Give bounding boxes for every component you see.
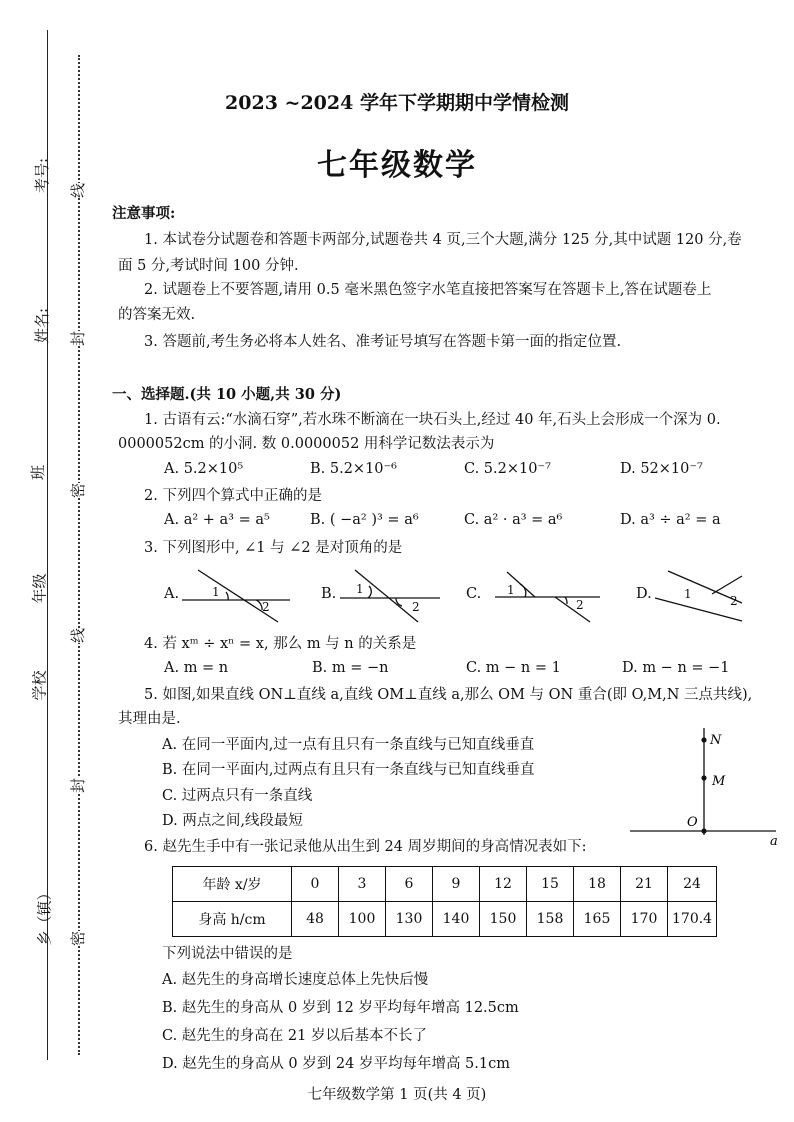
fig-c-arc2 [565,597,567,604]
q3-option-d-letter: D. [636,586,652,602]
table-cell: 0 [292,867,339,902]
q5-option-d: D. 两点之间,线段最短 [162,813,303,829]
table-cell: 130 [386,902,433,937]
fig-b-label-2: 2 [412,600,420,614]
q4-option-c: C. m − n = 1 [466,660,561,676]
township-label: 乡（镇） [35,885,54,946]
fig-c-ray2 [555,597,590,622]
q6-sub-stem: 下列说法中错误的是 [162,946,293,962]
label-M: M [712,774,726,789]
q4-option-b: B. m = −n [312,660,389,676]
q6-option-b: B. 赵先生的身高从 0 岁到 12 岁平均每年增高 12.5cm [162,1000,519,1016]
fig-c-arc1 [520,584,526,597]
q4-option-a: A. m = n [164,660,229,676]
seal-mark-xian-1: 线 [69,182,88,199]
exam-title: 七年级数学 [317,148,477,183]
notice-heading: 注意事项: [112,205,176,222]
table-header-height: 身高 h/cm [173,902,292,937]
fig-a-label-1: 1 [212,585,220,599]
q2-option-c: C. a² · a³ = a⁶ [464,512,563,528]
exam-number-label: 考号: [33,157,52,194]
label-N: N [710,733,722,748]
q2-option-d: D. a³ ÷ a² = a [620,512,721,528]
table-row-height [173,902,717,937]
table-cell: 170 [621,902,668,937]
q1-option-a: A. 5.2×10⁵ [164,461,244,477]
point-O [701,828,706,833]
table-cell: 48 [292,902,339,937]
q3-option-c-letter: C. [466,586,482,602]
q6-option-a: A. 赵先生的身高增长速度总体上先快后慢 [162,972,429,988]
q5-option-a: A. 在同一平面内,过一点有且只有一条直线与已知直线垂直 [162,737,535,753]
table-cell: 9 [433,867,480,902]
table-cell: 6 [386,867,433,902]
seal-mark-feng-1: 封 [69,330,88,347]
table-cell: 18 [574,867,621,902]
q1-stem-line1: 1. 古语有云:“水滴石穿”,若水珠不断滴在一块石头上,经过 40 年,石头上会形成一个深为 0. [144,412,721,428]
q3-option-a-letter: A. [164,586,180,602]
seal-mark-feng-2: 封 [69,777,88,794]
school-label: 学校 [30,670,49,701]
q1-option-b: B. 5.2×10⁻⁶ [310,461,397,477]
height-table [172,866,717,937]
fig-d-label-1: 1 [684,587,692,601]
fig-b-label-1: 1 [356,582,364,596]
fig-c-label-1: 1 [507,583,515,597]
class-label: 班 [29,464,48,481]
table-cell: 3 [339,867,386,902]
point-M [701,775,706,780]
fig-d-line [655,598,742,621]
q4-stem: 4. 若 xᵐ ÷ xⁿ = x, 那么 m 与 n 的关系是 [144,636,417,652]
exam-header: 2023 ~2024 学年下学期期中学情检测 [225,92,569,114]
seal-mark-mi-2: 密 [69,930,88,947]
notice-line: 2. 试题卷上不要答题,请用 0.5 毫米黑色签字水笔直接把答案写在答题卡上,答在试题卷上 [144,282,712,298]
grade-label: 年级 [30,573,49,604]
q1-option-c: C. 5.2×10⁻⁷ [464,461,551,477]
table-cell: 165 [574,902,621,937]
fig-a-label-2: 2 [262,600,270,614]
q1-stem-line2: 0000052cm 的小洞. 数 0.0000052 用科学记数法表示为 [118,436,495,452]
fig-d-label-2: 2 [730,594,738,608]
notice-line: 面 5 分,考试时间 100 分钟. [118,258,299,274]
q6-option-d: D. 赵先生的身高从 0 岁到 24 岁平均每年增高 5.1cm [162,1056,510,1072]
fig-a-arc1 [226,592,228,600]
table-cell: 140 [433,902,480,937]
q5-stem-line2: 其理由是. [118,711,181,727]
name-label: 姓名: [33,307,52,344]
q5-figure [600,725,794,850]
page-footer: 七年级数学第 1 页(共 4 页) [307,1087,487,1103]
seal-mark-xian-2: 线 [69,627,88,644]
table-header-age: 年龄 x/岁 [173,867,292,902]
label-a: a [770,834,778,849]
fig-b-transversal [355,570,418,622]
seal-mark-mi-1: 密 [69,482,88,499]
q2-stem: 2. 下列四个算式中正确的是 [144,488,322,504]
table-cell: 12 [480,867,527,902]
table-cell: 170.4 [668,902,717,937]
fig-c-label-2: 2 [576,598,584,612]
notice-line: 1. 本试卷分试题卷和答题卡两部分,试题卷共 4 页,三个大题,满分 125 分,其中试题 120 分,卷 [144,232,742,248]
q6-stem: 6. 赵先生手中有一张记录他从出生到 24 周岁期间的身高情况表如下: [144,839,587,855]
table-cell: 158 [527,902,574,937]
fig-a-transversal [198,570,278,622]
fig-d-ray [712,576,742,594]
section-heading: 一、选择题.(共 10 小题,共 30 分) [112,386,342,403]
notice-line: 3. 答题前,考生务必将本人姓名、准考证号填写在答题卡第一面的指定位置. [144,334,622,350]
table-cell: 100 [339,902,386,937]
q2-option-a: A. a² + a³ = a⁵ [164,512,270,528]
q6-option-c: C. 赵先生的身高在 21 岁以后基本不长了 [162,1028,427,1044]
table-cell: 150 [480,902,527,937]
table-cell: 21 [621,867,668,902]
label-O: O [687,815,698,830]
q3-stem: 3. 下列图形中, ∠1 与 ∠2 是对顶角的是 [144,540,403,556]
table-cell: 15 [527,867,574,902]
q3-option-b-letter: B. [321,586,337,602]
q1-option-d: D. 52×10⁻⁷ [620,461,703,477]
table-row-age [173,867,717,902]
q5-option-c: C. 过两点只有一条直线 [162,788,313,804]
q5-stem-line1: 5. 如图,如果直线 ON⊥直线 a,直线 OM⊥直线 a,那么 OM 与 ON 重合(即 O,M,N 三点共线), [144,687,753,703]
q4-option-d: D. m − n = −1 [622,660,730,676]
point-N [701,737,706,742]
fig-b-arc1 [368,586,371,598]
notice-line: 的答案无效. [118,307,196,323]
q5-option-b: B. 在同一平面内,过两点有且只有一条直线与已知直线垂直 [162,762,535,778]
q2-option-b: B. ( −a² )³ = a⁶ [310,512,419,528]
table-cell: 24 [668,867,717,902]
